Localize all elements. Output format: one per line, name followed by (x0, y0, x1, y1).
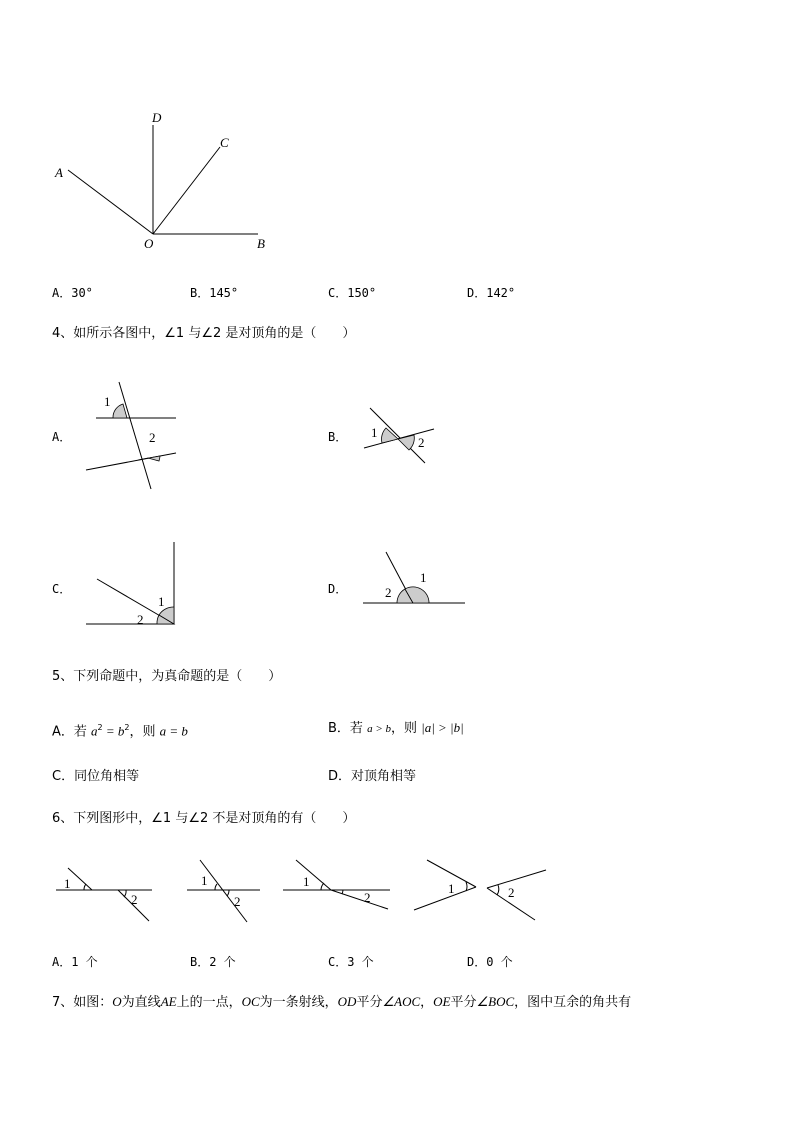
q6-option-a[interactable]: A．1 个 (52, 955, 98, 969)
q6c-angle-2: 2 (364, 890, 371, 905)
q4-stem: 4、如所示各图中，∠1 与∠2 是对顶角的是（ ） (52, 326, 356, 341)
q6-stem: 6、下列图形中，∠1 与∠2 不是对顶角的有（ ） (52, 811, 356, 826)
q6a-angle-1: 1 (64, 876, 71, 891)
label-O: O (144, 236, 154, 251)
q4d-angle-1: 1 (420, 570, 427, 585)
q5-option-c[interactable]: C．同位角相等 (52, 769, 140, 784)
q6-option-d[interactable]: D．0 个 (467, 955, 513, 969)
q6-option-b[interactable]: B．2 个 (190, 955, 236, 969)
q6d-angle-1: 1 (448, 881, 455, 896)
q3-option-c[interactable]: C．150° (328, 286, 377, 300)
q4-option-b[interactable]: B． (328, 430, 348, 444)
q5-option-b[interactable]: B．若 a > b，则 |a| > |b| (328, 720, 464, 736)
label-D: D (152, 110, 162, 125)
q4-option-a[interactable]: A． (52, 430, 72, 444)
label-C: C (220, 135, 229, 150)
q7-stem: 7、如图：O为直线AE上的一点，OC为一条射线，OD平分∠AOC，OE平分∠BOC，图中互余的角共有 (52, 994, 632, 1010)
q6b-angle-1: 1 (201, 873, 208, 888)
q5-stem: 5、下列命题中，为真命题的是（ ） (52, 669, 282, 684)
q6-option-c[interactable]: C．3 个 (328, 955, 374, 969)
q3-option-d[interactable]: D．142° (467, 286, 516, 300)
q4d-angle-2: 2 (385, 585, 392, 600)
q4b-angle-2: 2 (418, 435, 425, 450)
q6a-angle-2: 2 (131, 892, 138, 907)
q4c-angle-2: 2 (137, 612, 144, 627)
q4-option-d[interactable]: D． (328, 582, 348, 596)
q4c-angle-1: 1 (158, 594, 165, 609)
q6b-angle-2: 2 (234, 894, 241, 909)
q3-option-a[interactable]: A．30° (52, 286, 93, 300)
q4-option-c[interactable]: C． (52, 582, 72, 596)
q4a-angle-1: 1 (104, 394, 111, 409)
q3-option-b[interactable]: B．145° (190, 286, 239, 300)
q4a-angle-2: 2 (149, 430, 156, 445)
q5-option-d[interactable]: D．对顶角相等 (328, 769, 417, 784)
q4b-angle-1: 1 (371, 425, 378, 440)
label-B: B (257, 236, 265, 251)
q6c-angle-1: 1 (303, 874, 310, 889)
q6d-angle-2: 2 (508, 885, 515, 900)
label-A: A (55, 165, 63, 180)
q5-option-a[interactable]: A．若 $a^2 = b^2$，则 a = b (52, 723, 188, 740)
